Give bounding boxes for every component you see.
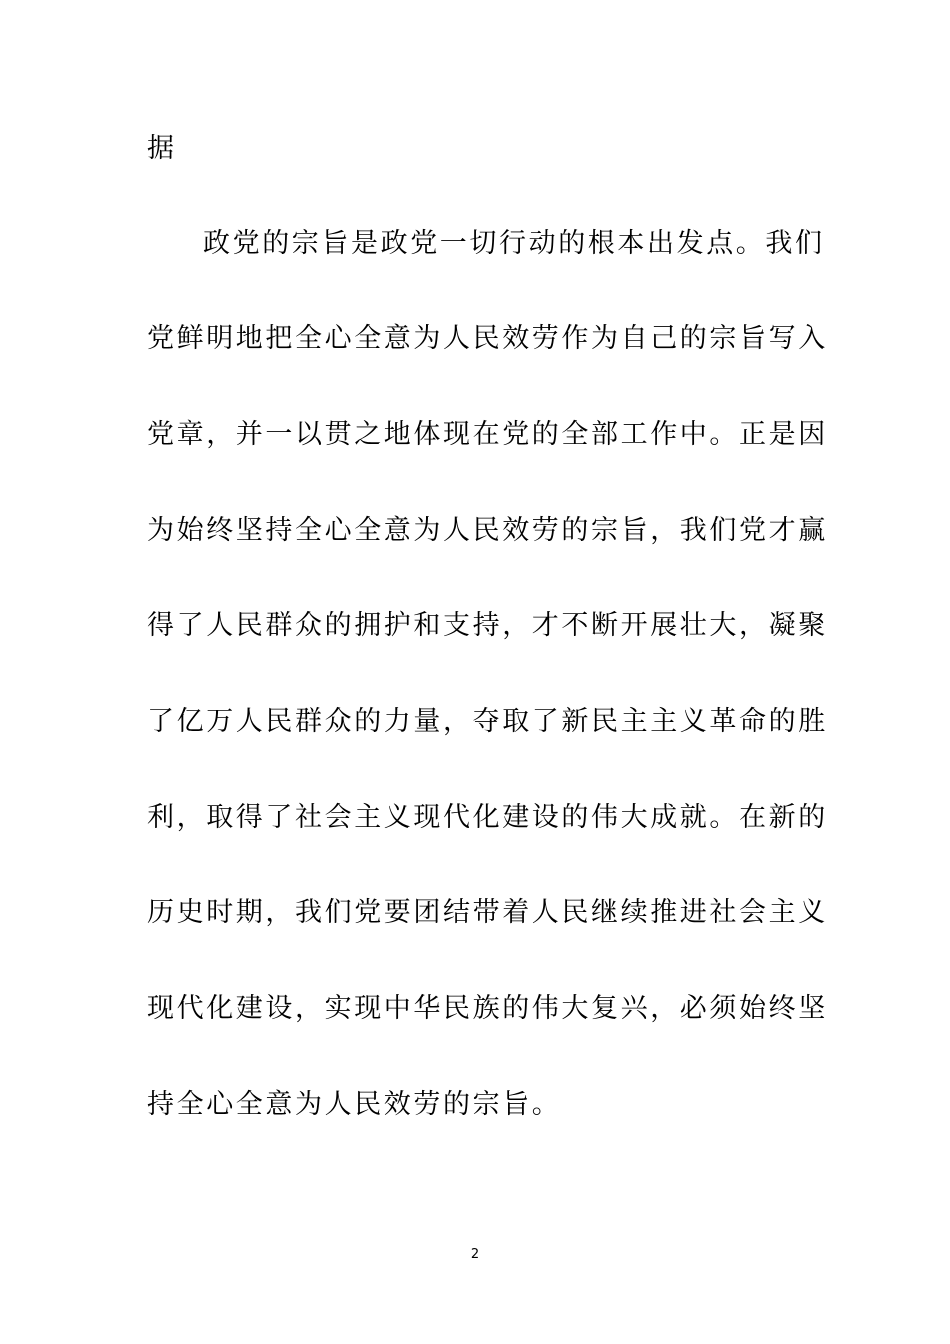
- text-line: 据: [147, 133, 177, 164]
- text-line: 得了人民群众的拥护和支持，才不断开展壮大，凝聚: [147, 610, 828, 641]
- text-line: 党章，并一以贯之地体现在党的全部工作中。正是因: [147, 419, 828, 450]
- text-line: 为始终坚持全心全意为人民效劳的宗旨，我们党才赢: [147, 515, 828, 546]
- page-number: 2: [470, 1247, 480, 1262]
- document-body: [147, 120, 828, 1134]
- text-line: 党鲜明地把全心全意为人民效劳作为自己的宗旨写入: [147, 323, 828, 354]
- text-line: 利，取得了社会主义现代化建设的伟大成就。在新的: [147, 802, 828, 833]
- text-line: 现代化建设，实现中华民族的伟大复兴，必须始终坚: [147, 993, 828, 1024]
- paragraph-first-line: 政党的宗旨是政党一切行动的根本出发点。我们: [203, 228, 825, 259]
- text-line: 持全心全意为人民效劳的宗旨。: [147, 1089, 562, 1120]
- text-line: 了亿万人民群众的力量，夺取了新民主主义革命的胜: [147, 706, 828, 737]
- text-line: 历史时期，我们党要团结带着人民继续推进社会主义: [147, 897, 828, 928]
